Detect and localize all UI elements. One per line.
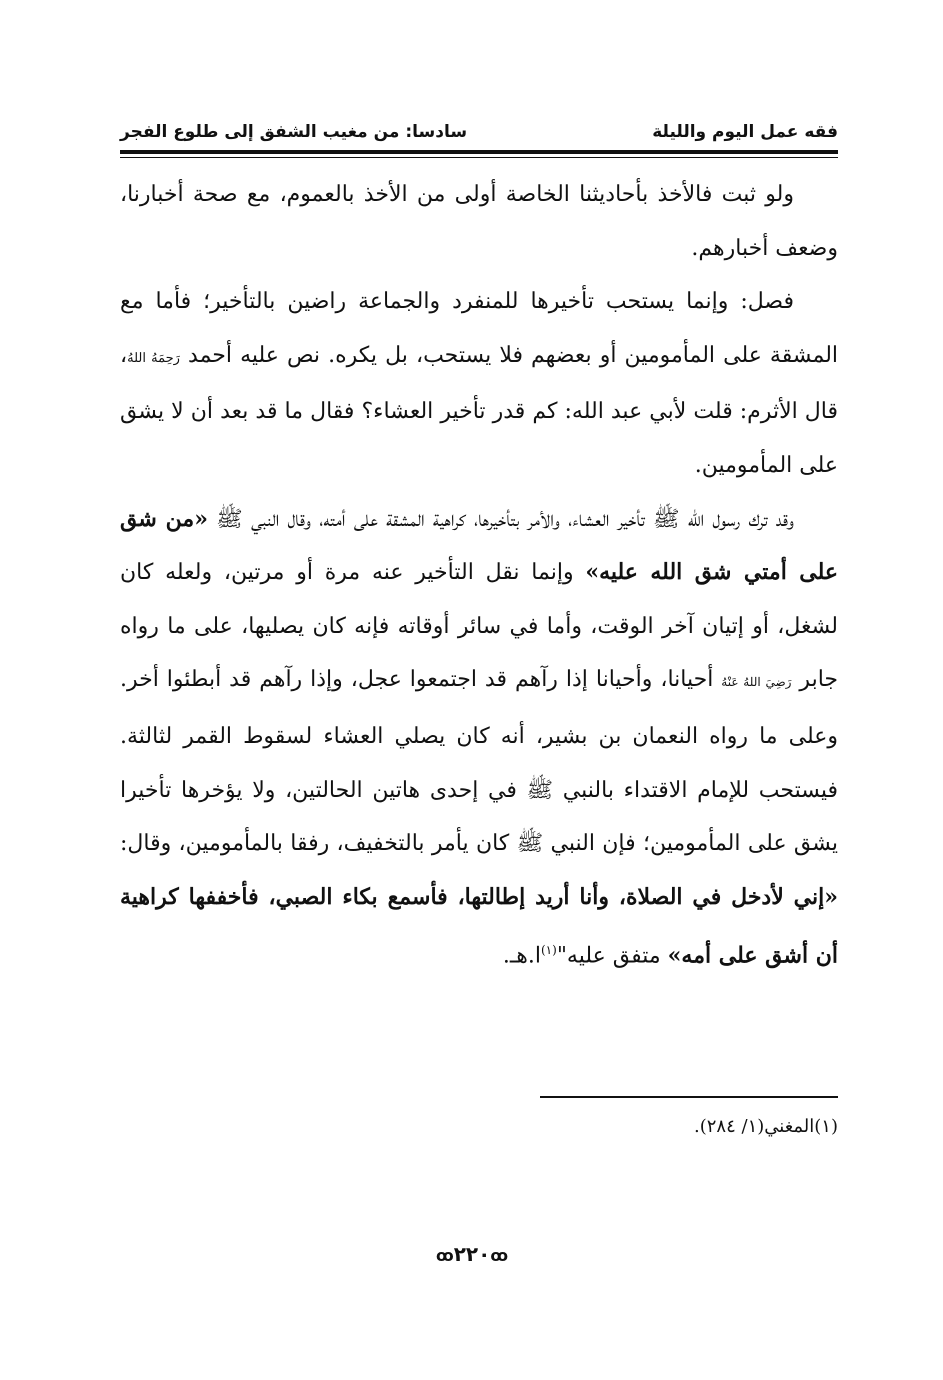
hadith-quote: «إني لأدخل في الصلاة، وأنا أريد إطالتها، فأسمع بكاء الصبي، فأخففها كراهية أن أشق على أمه» [120, 883, 838, 969]
text-segment: فصل: وإنما يستحب تأخيرها للمنفرد والجماعة راضين بالتأخير؛ فأما مع المشقة على المأمومين أو بعضهم فلا يستحب، بل يكره. نص عليه أحمد [120, 289, 839, 368]
body-text [120, 168, 838, 983]
text-segment: ، قال الأثرم: قلت لأبي عبد الله: كم قدر تأخير العشاء؟ فقال ما قد بعد أن لا يشق على المأمومين. [120, 342, 838, 478]
running-header [120, 120, 838, 150]
text-segment: أحيانا، وأحيانا إذا رآهم قد اجتمعوا عجل، وإذا رآهم قد أبطئوا أخر. وعلى ما رواه النعمان بن بشير، أنه كان يصلي العشاء لسقوط القمر لثالثة. فيستحب للإمام الاقتداء بالنبي ﷺ في إحدى هاتين الحالتين، ولا يؤخرها تأخيرا يشق على المأمومين؛ فإن النبي ﷺ كان يأمر بالتخفيف، رفقا بالمأمومين، وقال: [120, 667, 838, 857]
text-segment: وقد ترك رسول الله ﷺ تأخير العشاء، والأمر بتأخيرها، كراهية المشقة على أمته، وقال النبي ﷺ [207, 506, 794, 532]
book-title: فقه عمل اليوم والليلة [652, 122, 838, 142]
text-segment: ا.هـ. [502, 943, 541, 969]
ornament-right-icon: ꝏ [435, 1246, 454, 1265]
honorific: رَضِيَ اللهُ عَنْهُ [721, 675, 792, 690]
honorific: رَحِمَهُ اللهُ [127, 350, 180, 366]
ornament-left-icon: ꝏ [490, 1246, 509, 1265]
text-segment: وإنما نقل التأخير عنه مرة أو مرتين، ولعله كان لشغل، أو إتيان آخر الوقت، وأما في سائر أوقاته فإنه كان يصليها، على ما رواه جابر [120, 560, 838, 693]
page-number-value: ٢٢٠ [453, 1242, 491, 1266]
text-segment: متفق عليه" [556, 943, 668, 969]
footnote-marker[interactable]: (١) [540, 943, 557, 958]
paragraph-2 [120, 275, 838, 492]
paragraph-1 [120, 168, 838, 275]
chapter-title: سادسا: من مغيب الشفق إلى طلوع الفجر [120, 122, 468, 142]
header-rule-thin [120, 157, 838, 158]
paragraph-3 [120, 493, 838, 984]
header-rule-thick [120, 150, 838, 154]
footnote: (١)المغني(١/ ٢٨٤). [694, 1116, 838, 1137]
page-number [420, 1242, 524, 1266]
footnote-rule [540, 1096, 838, 1098]
text-segment: ولو ثبت فالأخذ بأحاديثنا الخاصة أولى من الأخذ بالعموم، مع صحة أخبارنا، وضعف أخبارهم. [120, 182, 838, 261]
hadith-quote: «من شق على أمتي شق الله عليه» [120, 505, 838, 586]
